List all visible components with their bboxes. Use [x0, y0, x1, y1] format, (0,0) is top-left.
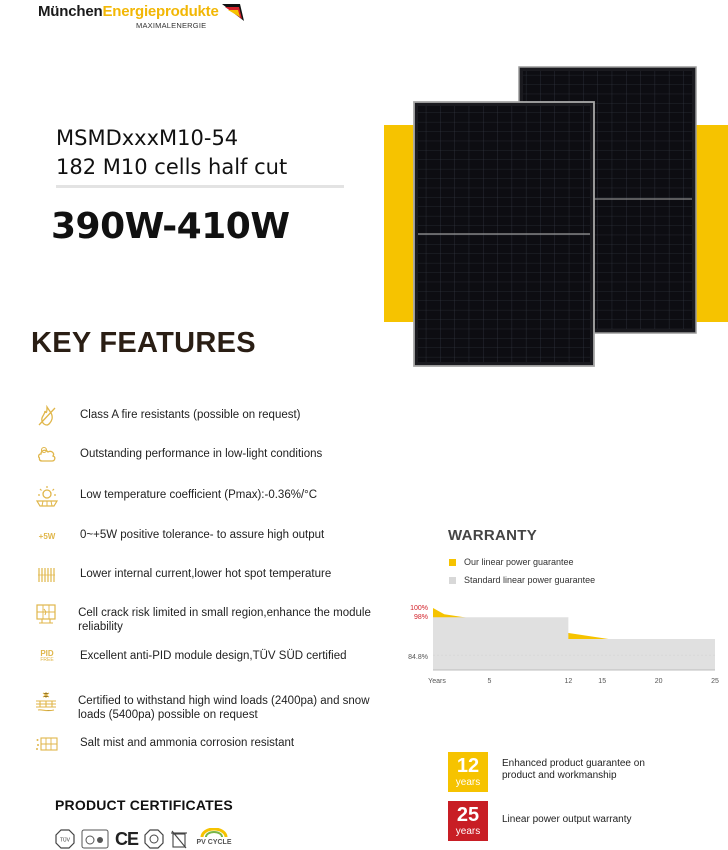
legend-swatch [449, 559, 456, 566]
divider [56, 185, 344, 188]
feature-item [34, 563, 394, 587]
y-tick-label: 84.8% [408, 654, 428, 662]
series-standard-area [433, 617, 715, 670]
tuv-icon [144, 829, 164, 849]
guarantee-badge-25 [448, 801, 488, 841]
feature-text: Excellent anti-PID module design,TÜV SÜD certified [80, 650, 347, 662]
guarantee-badge-12 [448, 752, 488, 792]
feature-item [34, 732, 394, 756]
free-label: FREE [40, 657, 54, 663]
x-tick-label: 25 [711, 678, 719, 685]
warranty-title: WARRANTY [448, 527, 538, 544]
x-tick-label: 15 [598, 678, 607, 685]
feature-text: Low temperature coefficient (Pmax):-0.36%/°C [80, 489, 318, 501]
current-icon [36, 565, 58, 585]
product-cells: 182 M10 cells half cut [56, 155, 288, 179]
guarantee-text: Enhanced product guarantee on product and workmanship [502, 758, 645, 781]
feature-text: Cell crack risk limited in small region,enhance the module reliability [78, 607, 371, 633]
pid-free-icon [34, 645, 60, 669]
feature-item [34, 484, 394, 508]
product-model-block [56, 124, 287, 182]
legend-swatch [449, 577, 456, 584]
y-tick-label: 100% [410, 605, 428, 612]
flag-swoosh-icon [220, 1, 246, 23]
feature-text: Lower internal current,lower hot spot temperature [80, 568, 332, 580]
recycle-bin-icon [170, 829, 188, 849]
feature-text: 0~+5W positive tolerance- to assure high output [80, 529, 325, 541]
pv-cycle-logo [194, 828, 234, 850]
feature-item [34, 524, 394, 548]
x-tick-label: 12 [564, 678, 573, 685]
wind-snow-icon [34, 691, 58, 713]
solar-panel-image [412, 66, 698, 368]
key-features-title: KEY FEATURES [31, 327, 256, 359]
salt-mist-icon [35, 734, 59, 754]
pv-cycle-label: PV CYCLE [196, 839, 232, 846]
guarantee-text: Linear power output warranty [502, 814, 632, 825]
power-range: 390W-410W [51, 206, 290, 247]
warranty-chart [395, 598, 725, 690]
guarantee-number: 25 [456, 804, 480, 826]
legend-label: Standard linear power guarantee [464, 575, 596, 585]
legend-ours [449, 557, 574, 567]
feature-item [34, 404, 394, 428]
pid-label: PID [40, 649, 54, 658]
feature-item [34, 690, 394, 722]
cell-crack-icon [34, 603, 58, 625]
flame-free-icon [36, 405, 58, 427]
x-tick-label: 20 [654, 678, 663, 685]
x-tick-label: 5 [487, 678, 492, 685]
y-tick-label: 98% [413, 614, 428, 622]
feature-item [34, 602, 394, 634]
legend-standard [449, 575, 595, 585]
brand-name-part2: Energieprodukte [102, 3, 219, 20]
x-tick-label: Years [428, 678, 446, 685]
certificates-title: PRODUCT CERTIFICATES [55, 797, 233, 813]
temperature-icon [35, 485, 59, 507]
brand-name-part1: München [38, 3, 103, 20]
guarantee-unit: years [455, 777, 481, 788]
product-model: MSMDxxxM10-54 [56, 126, 239, 150]
feature-text: Salt mist and ammonia corrosion resistant [80, 737, 295, 749]
legend-label: Our linear power guarantee [464, 557, 574, 567]
tuv-icon [55, 829, 75, 849]
brand-tagline: MAXIMALENERGIE [136, 21, 207, 30]
feature-text: Certified to withstand high wind loads (2400pa) and snow loads (5400pa) possible on request [78, 695, 370, 721]
certificates-row [55, 828, 234, 850]
guarantee-number: 12 [456, 755, 480, 777]
tuv-mark-text: TÜV [60, 837, 70, 844]
low-light-icon [36, 444, 58, 466]
feature-text: Outstanding performance in low-light conditions [80, 448, 323, 460]
guarantee-unit: years [455, 826, 481, 837]
feature-item [34, 443, 394, 467]
feature-item [34, 645, 394, 669]
ce-mark: CE [115, 828, 139, 849]
feature-text: Class A fire resistants (possible on request) [80, 409, 301, 421]
brand-logo [38, 3, 219, 30]
tolerance-icon: +5W [38, 531, 56, 541]
certificate-mark-icon [81, 829, 109, 849]
